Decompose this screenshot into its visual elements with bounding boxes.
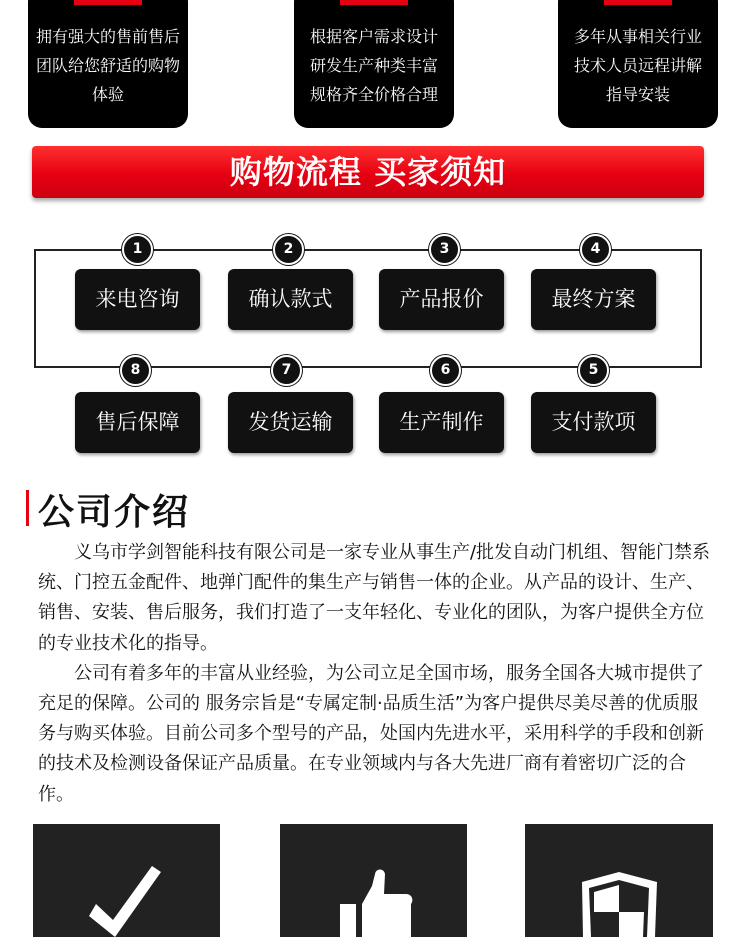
step-label: 支付款项: [551, 410, 636, 434]
company-intro: [38, 538, 714, 810]
step-8-number: 8: [120, 355, 151, 386]
feature-card-support: [558, 0, 718, 128]
intro-paragraph-2: 公司有着多年的丰富从业经验，为公司立足全国市场，服务全国各大城市提供了充足的保障。公司的 服务宗旨是“专属定制·品质生活”为客户提供尽美尽善的优质服务与购买体验。目前公司多个型号的产品，处国内先进水平，采用科学的手段和创新的技术及检测设备保证产品质量。在专业领域内与各大先进厂商有着密切广泛的合作。: [38, 662, 704, 805]
recommend-icon-box: [280, 824, 467, 937]
feature-card-text: 拥有强大的售前售后 团队给您舒适的购物 体验: [36, 27, 181, 104]
step-6-number: 6: [430, 355, 461, 386]
step-3-number: 3: [429, 234, 460, 265]
protection-icon-box: [525, 824, 713, 937]
step-8-box: [75, 392, 200, 453]
step-label: 最终方案: [551, 287, 636, 311]
step-label: 确认款式: [248, 287, 333, 311]
step-4-number: 4: [580, 234, 611, 265]
step-2-box: [228, 269, 353, 330]
step-5-box: [531, 392, 656, 453]
feature-card-text: 根据客户需求设计 研发生产种类丰富 规格齐全价格合理: [309, 27, 438, 104]
step-label: 产品报价: [399, 287, 484, 311]
feature-card-text: 多年从事相关行业 技术人员远程讲解 指导安装: [573, 27, 702, 104]
step-6-box: [379, 392, 504, 453]
thumbs-up-icon: [280, 824, 467, 937]
card-accent-bar: [604, 0, 672, 5]
company-section-title: 公司介绍: [38, 492, 191, 533]
checkmark-icon: [33, 824, 220, 937]
step-3-box: [379, 269, 504, 330]
step-label: 售后保障: [95, 410, 180, 434]
step-2-number: 2: [273, 234, 304, 265]
feature-card-presales: [28, 0, 188, 128]
step-4-box: [531, 269, 656, 330]
step-7-number: 7: [271, 355, 302, 386]
step-5-number: 5: [578, 355, 609, 386]
shopping-process-banner: 购物流程 买家须知: [32, 146, 704, 198]
section-accent-bar: [26, 490, 29, 526]
step-1-number: 1: [122, 234, 153, 265]
step-label: 来电咨询: [95, 287, 180, 311]
card-accent-bar: [74, 0, 142, 5]
intro-paragraph-1: 义乌市学剑智能科技有限公司是一家专业从事生产/批发自动门机组、智能门禁系统、门控五金配件、地弹门配件的集生产与销售一体的企业。从产品的设计、生产、销售、安装、售后服务，我们打造了一支年轻化、专业化的团队，为客户提供全方位的专业技术化的指导。: [38, 542, 711, 654]
card-accent-bar: [340, 0, 408, 5]
step-7-box: [228, 392, 353, 453]
step-1-box: [75, 269, 200, 330]
shield-icon: [525, 824, 713, 937]
quality-icon-box: [33, 824, 220, 937]
step-label: 生产制作: [399, 410, 484, 434]
step-label: 发货运输: [248, 410, 333, 434]
feature-card-design: [294, 0, 454, 128]
